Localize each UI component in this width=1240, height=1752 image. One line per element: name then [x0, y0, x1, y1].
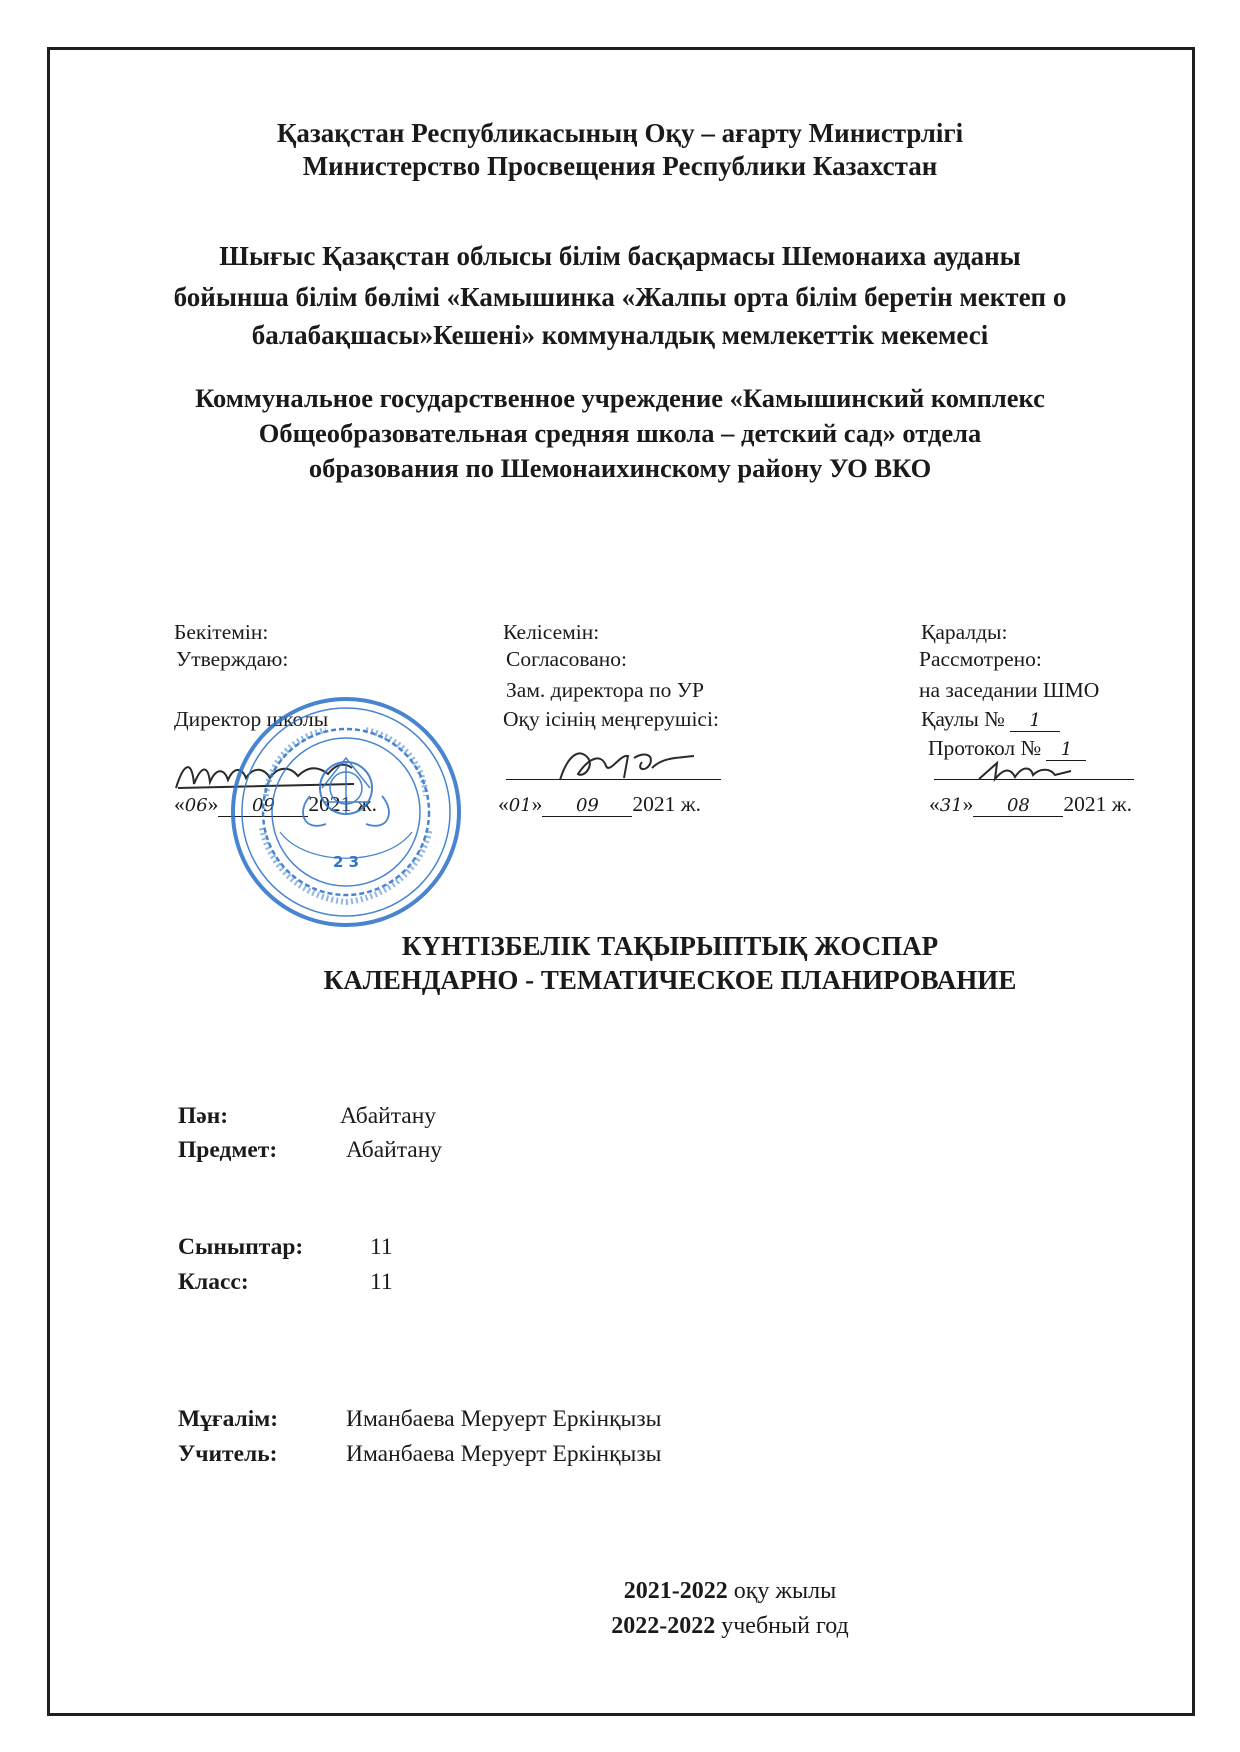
org-kz-line-3: балабақшасы»Кешені» коммуналдық мемлекеттік мекемесі [251, 320, 989, 350]
ministry-ru: Министерство Просвещения Республики Казахстан [302, 151, 938, 181]
subject-ru-value: Абайтану [346, 1137, 443, 1163]
approve-kz-label: Бекітемін: [174, 620, 269, 644]
deputy-date: «01» 09 2021 ж. [498, 792, 702, 816]
official-stamp [226, 692, 466, 932]
org-ru-line-1: Коммунальное государственное учреждение «Камышинский комплекс [195, 383, 1045, 413]
plan-title-kz: КҮНТІЗБЕЛІК ТАҚЫРЫПТЫҚ ЖОСПАР [401, 931, 939, 961]
org-ru-line-3: образования по Шемонаихинскому району УО ВКО [308, 453, 932, 483]
approve-ru-label: Утверждаю: [176, 647, 289, 671]
deputy-date-day: 01 [508, 795, 532, 816]
deputy-director-label: Зам. директора по УР [506, 678, 704, 702]
org-ru-line-2: Общеобразовательная средняя школа – детский сад» отдела [258, 418, 982, 448]
deputy-role: Оқу ісінің меңгерушісі: [503, 707, 719, 731]
class-ru-value: 11 [370, 1269, 393, 1295]
teacher-kz-label: Мұғалім: [178, 1406, 279, 1432]
class-kz-label: Сыныптар: [178, 1234, 304, 1260]
academic-year-ru: 2022-2022 учебный год [611, 1613, 849, 1639]
agree-ru-label: Согласовано: [506, 647, 628, 671]
org-kz-line-1: Шығыс Қазақстан облысы білім басқармасы Шемонаиха ауданы [219, 241, 1021, 271]
protocol-number: Протокол № 1 [928, 736, 1086, 761]
director-date-month: 09 [218, 795, 308, 817]
class-kz-value: 11 [370, 1234, 393, 1260]
reviewer-signature [975, 755, 1075, 787]
teacher-ru-value: Иманбаева Меруерт Еркінқызы [346, 1441, 662, 1467]
deputy-signature [550, 744, 700, 788]
director-date-day: 06 [184, 795, 208, 816]
reviewer-date: «31» 08 2021 ж. [929, 792, 1133, 816]
smo-meeting-label: на заседании ШМО [919, 678, 1100, 702]
reviewed-ru-label: Рассмотрено: [919, 647, 1042, 671]
protocol-number-value: 1 [1046, 739, 1086, 761]
minutes-number-value: 1 [1010, 710, 1060, 732]
stamp-digits: 2 3 [332, 853, 360, 871]
subject-kz-value: Абайтану [340, 1103, 437, 1129]
minutes-number: Қаулы № 1 [921, 707, 1060, 732]
subject-ru-label: Предмет: [178, 1137, 278, 1163]
org-kz-line-2: бойынша білім бөлімі «Камышинка «Жалпы орта білім беретін мектеп о [173, 282, 1067, 312]
agree-kz-label: Келісемін: [503, 620, 600, 644]
reviewer-date-day: 31 [939, 795, 963, 816]
ministry-kz: Қазақстан Республикасының Оқу – ағарту Министрлігі [276, 118, 964, 148]
director-date: «06» 09 2021 ж. [174, 792, 378, 816]
teacher-kz-value: Иманбаева Меруерт Еркінқызы [346, 1406, 662, 1432]
reviewer-date-month: 08 [973, 795, 1063, 817]
academic-year-kz: 2021-2022 оқу жылы [623, 1578, 837, 1604]
deputy-date-month: 09 [542, 795, 632, 817]
reviewed-kz-label: Қаралды: [921, 620, 1008, 644]
plan-title-ru: КАЛЕНДАРНО - ТЕМАТИЧЕСКОЕ ПЛАНИРОВАНИЕ [323, 965, 1017, 995]
class-ru-label: Класс: [178, 1269, 249, 1295]
teacher-ru-label: Учитель: [178, 1441, 278, 1467]
director-role: Директор школы [174, 707, 329, 731]
subject-kz-label: Пән: [178, 1103, 229, 1129]
